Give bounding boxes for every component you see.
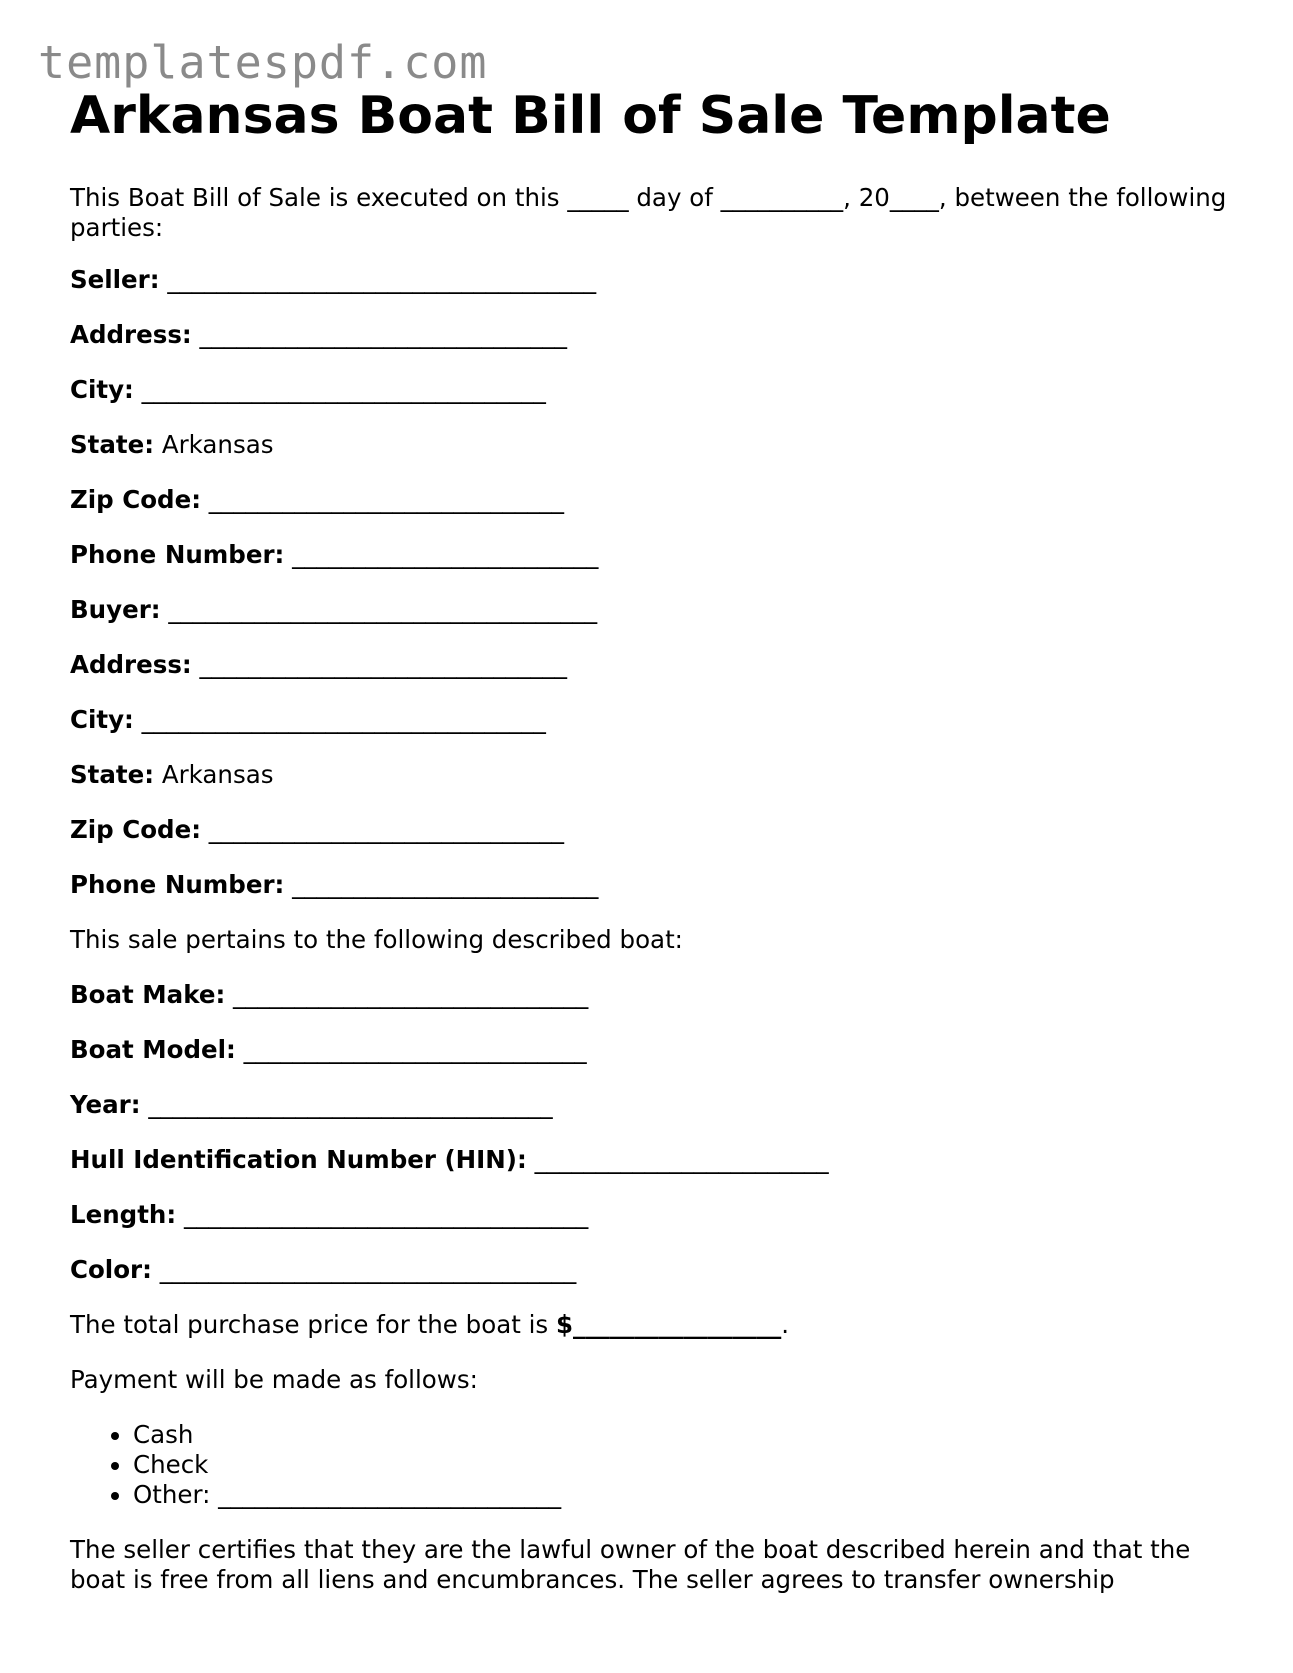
field-value: _________________________ — [292, 870, 599, 899]
field-value: ______________________________ — [199, 650, 567, 679]
seller-city-field[interactable] — [70, 375, 1230, 405]
document-body — [70, 183, 1230, 1595]
field-label: State: — [70, 760, 155, 789]
field-value: ___________________________________ — [167, 265, 597, 294]
price-amount-blank[interactable]: $_________________ — [555, 1310, 782, 1339]
watermark: templatespdf.com — [38, 36, 488, 89]
boat-hin-field[interactable] — [70, 1145, 1230, 1175]
buyer-section — [70, 595, 1230, 900]
field-label: Phone Number: — [70, 540, 285, 569]
intro-paragraph: This Boat Bill of Sale is executed on this _____ day of __________, 20____, between the following parties: — [70, 183, 1227, 242]
field-label: State: — [70, 430, 155, 459]
field-label: Length: — [70, 1200, 177, 1229]
field-label: Seller: — [70, 265, 160, 294]
field-value: Arkansas — [161, 760, 274, 789]
field-value: ______________________________ — [199, 320, 567, 349]
field-label: Buyer: — [70, 595, 161, 624]
field-value: _________________________ — [292, 540, 599, 569]
price-text: The total purchase price for the boat is — [70, 1310, 556, 1339]
field-value: ___________________________________ — [168, 595, 598, 624]
field-label: Hull Identification Number (HIN): — [70, 1145, 527, 1174]
field-value: Arkansas — [161, 430, 274, 459]
buyer-city-field[interactable] — [70, 705, 1230, 735]
field-value: ________________________ — [534, 1145, 829, 1174]
buyer-state-field — [70, 760, 1230, 790]
field-label: Address: — [70, 320, 192, 349]
field-label: Address: — [70, 650, 192, 679]
field-value: _________________________________ — [141, 705, 546, 734]
buyer-address-field[interactable] — [70, 650, 1230, 680]
seller-address-field[interactable] — [70, 320, 1230, 350]
field-label: City: — [70, 375, 134, 404]
purchase-price-line — [70, 1310, 1230, 1340]
field-value: _____________________________ — [208, 815, 565, 844]
field-value: _________________________________ — [183, 1200, 589, 1229]
field-label: Color: — [70, 1255, 152, 1284]
seller-name-field[interactable] — [70, 265, 1230, 295]
boat-intro: This sale pertains to the following described boat: — [70, 925, 683, 954]
field-value: _________________________________ — [141, 375, 546, 404]
payment-intro: Payment will be made as follows: — [70, 1365, 478, 1394]
seller-state-field — [70, 430, 1230, 460]
field-label: Zip Code: — [70, 485, 201, 514]
field-value: _____________________________ — [208, 485, 565, 514]
payment-option-other[interactable]: • Other: ____________________________ — [133, 1480, 1230, 1510]
field-label: Boat Model: — [70, 1035, 236, 1064]
field-value: __________________________________ — [159, 1255, 577, 1284]
seller-phone-field[interactable] — [70, 540, 1230, 570]
payment-option-check[interactable]: • Check — [133, 1450, 1230, 1480]
buyer-zip-field[interactable] — [70, 815, 1230, 845]
boat-model-field[interactable] — [70, 1035, 1230, 1065]
seller-section — [70, 265, 1230, 570]
field-value: _____________________________ — [233, 980, 589, 1009]
field-label: Boat Make: — [70, 980, 226, 1009]
buyer-name-field[interactable] — [70, 595, 1230, 625]
boat-section — [70, 980, 1230, 1285]
page-title: Arkansas Boat Bill of Sale Template — [70, 86, 1111, 146]
seller-zip-field[interactable] — [70, 485, 1230, 515]
field-label: Year: — [70, 1090, 141, 1119]
closing-paragraph: The seller certifies that they are the lawful owner of the boat described herein and that the boat is free from all liens and encumbrances. The seller agrees to transfer ownership — [70, 1535, 1191, 1594]
field-label: Zip Code: — [70, 815, 201, 844]
payment-option-cash[interactable]: • Cash — [133, 1420, 1230, 1450]
field-value: _________________________________ — [148, 1090, 553, 1119]
payment-options-list — [70, 1420, 1230, 1510]
field-label: Phone Number: — [70, 870, 285, 899]
boat-make-field[interactable] — [70, 980, 1230, 1010]
boat-color-field[interactable] — [70, 1255, 1230, 1285]
boat-year-field[interactable] — [70, 1090, 1230, 1120]
price-end: . — [781, 1310, 790, 1339]
field-value: ____________________________ — [243, 1035, 587, 1064]
boat-length-field[interactable] — [70, 1200, 1230, 1230]
field-label: City: — [70, 705, 134, 734]
buyer-phone-field[interactable] — [70, 870, 1230, 900]
